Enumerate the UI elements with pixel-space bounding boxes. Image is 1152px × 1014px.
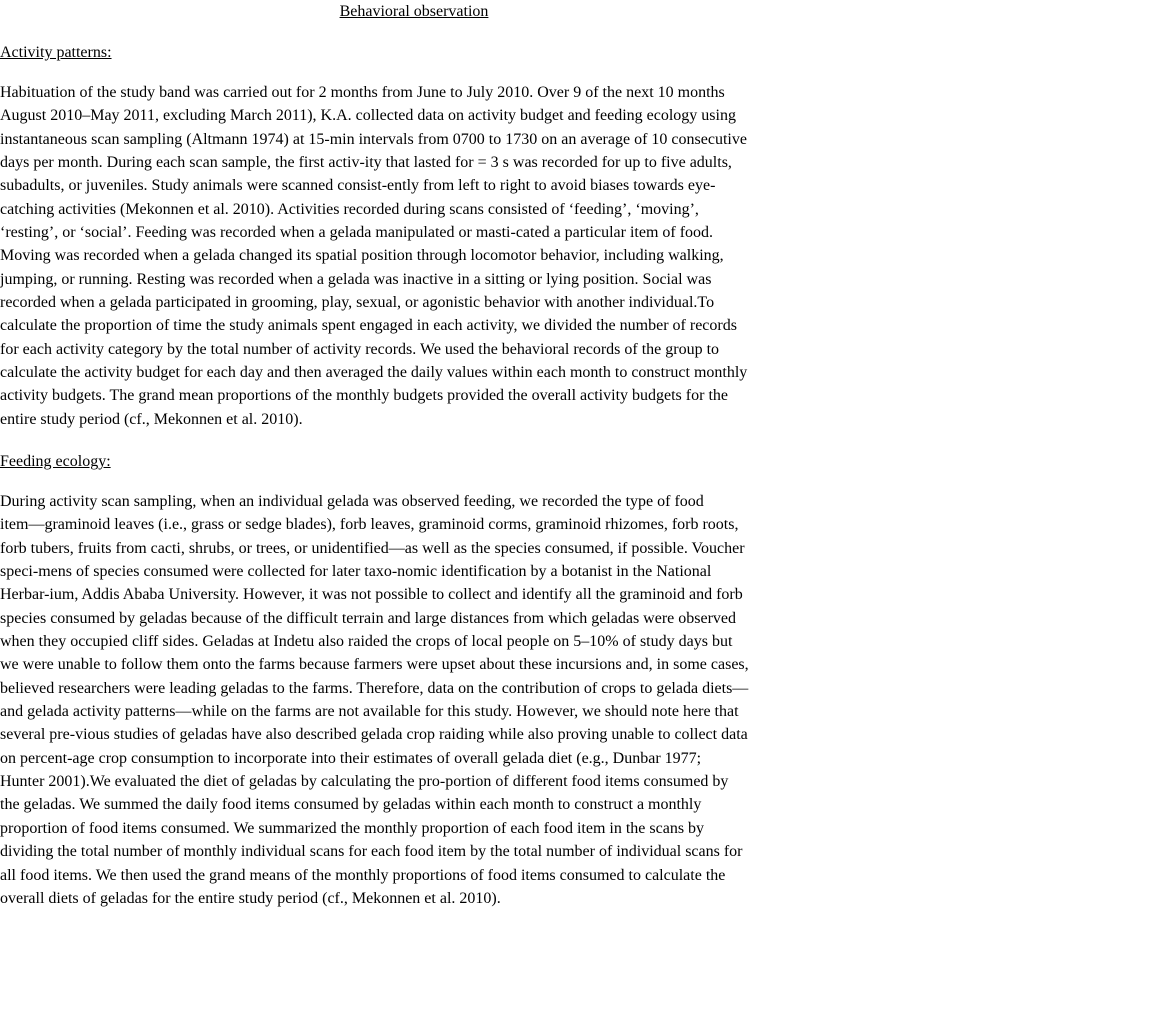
- paragraph-line: instantaneous scan sampling (Altmann 1974) at 15-min intervals from 0700 to 1730 on an average of 10 consecutive: [0, 130, 747, 148]
- paragraph-line: recorded when a gelada participated in grooming, play, sexual, or agonistic behavior with another individual.To: [0, 294, 715, 312]
- paragraph-line: species consumed by geladas because of the difficult terrain and large distances from which geladas were observed: [0, 609, 737, 627]
- paragraph-line: August 2010–May 2011, excluding March 2011), K.A. collected data on activity budget and feeding ecology using: [0, 107, 736, 125]
- paragraph-line: believed researchers were leading geladas to the farms. Therefore, data on the contribution of crops to gelada diets—: [0, 679, 749, 697]
- paragraph-line: catching activities (Mekonnen et al. 2010). Activities recorded during scans consisted of ‘feeding’, ‘moving’,: [0, 200, 699, 218]
- paragraph-line: ‘resting’, or ‘social’. Feeding was recorded when a gelada manipulated or masti-cated a particular item of food.: [0, 224, 714, 242]
- paragraph-line: days per month. During each scan sample, the first activ-ity that lasted for = 3 s was recorded for up to five adults,: [0, 154, 732, 172]
- paragraph-line: calculate the activity budget for each day and then averaged the daily values within each month to construct monthly: [0, 364, 748, 382]
- paragraph-line: jumping, or running. Resting was recorded when a gelada was inactive in a sitting or lying position. Social was: [0, 270, 712, 288]
- paragraph-line: Hunter 2001).We evaluated the diet of geladas by calculating the pro-portion of different food items consumed by: [0, 773, 729, 791]
- paragraph-line: proportion of food items consumed. We summarized the monthly proportion of each food item in the scans by: [0, 819, 705, 837]
- paragraph-line: Moving was recorded when a gelada changed its spatial position through locomotor behavior, including walking,: [0, 247, 724, 265]
- document-title: Behavioral observation: [339, 3, 489, 20]
- paragraph-line: several pre-vious studies of geladas have also described gelada crop raiding while also proving unable to collect data: [0, 726, 748, 744]
- section-heading-activity-patterns: Activity patterns:: [0, 44, 112, 61]
- paragraph-line: overall diets of geladas for the entire study period (cf., Mekonnen et al. 2010).: [0, 889, 501, 907]
- paragraph-line: Herbar-ium, Addis Ababa University. However, it was not possible to collect and identify all the graminoid and forb: [0, 586, 743, 604]
- paragraph-line: on percent-age crop consumption to incorporate into their estimates of overall gelada diet (e.g., Dunbar 1977;: [0, 749, 702, 767]
- paragraph-line: dividing the total number of monthly individual scans for each food item by the total number of individual scans for: [0, 843, 743, 861]
- paragraph-line: activity budgets. The grand mean proportions of the monthly budgets provided the overall activity budgets for the: [0, 387, 728, 405]
- paragraph-activity-patterns: [0, 81, 835, 431]
- paragraph-line: all food items. We then used the grand means of the monthly proportions of food items consumed to calculate the: [0, 866, 726, 884]
- paragraph-line: subadults, or juveniles. Study animals were scanned consist-ently from left to right to avoid biases towards eye-: [0, 177, 716, 195]
- paragraph-line: and gelada activity patterns—while on the farms are not available for this study. However, we should note here that: [0, 703, 739, 721]
- paragraph-line: calculate the proportion of time the study animals spent engaged in each activity, we divided the number of records: [0, 317, 737, 335]
- paragraph-line: forb tubers, fruits from cacti, shrubs, or trees, or unidentified—as well as the species consumed, if possible. Voucher: [0, 539, 745, 557]
- section-heading-feeding-ecology: Feeding ecology:: [0, 453, 111, 470]
- paragraph-line: for each activity category by the total number of activity records. We used the behavioral records of the group to: [0, 340, 720, 358]
- paragraph-line: we were unable to follow them onto the farms because farmers were upset about these incursions and, in some cases,: [0, 656, 749, 674]
- paragraph-line: when they occupied cliff sides. Geladas at Indetu also raided the crops of local people on 5–10% of study days but: [0, 633, 733, 651]
- paragraph-line: item—graminoid leaves (i.e., grass or sedge blades), forb leaves, graminoid corms, graminoid rhizomes, forb roots,: [0, 516, 739, 534]
- paragraph-line: Habituation of the study band was carried out for 2 months from June to July 2010. Over 9 of the next 10 months: [0, 84, 725, 101]
- paragraph-line: entire study period (cf., Mekonnen et al. 2010).: [0, 410, 303, 428]
- paragraph-feeding-ecology: [0, 490, 835, 910]
- paragraph-line: speci-mens of species consumed were collected for later taxo-nomic identification by a botanist in the National: [0, 563, 712, 581]
- paragraph-line: the geladas. We summed the daily food items consumed by geladas within each month to construct a monthly: [0, 796, 702, 814]
- paragraph-line: During activity scan sampling, when an individual gelada was observed feeding, we recorded the type of food: [0, 493, 704, 510]
